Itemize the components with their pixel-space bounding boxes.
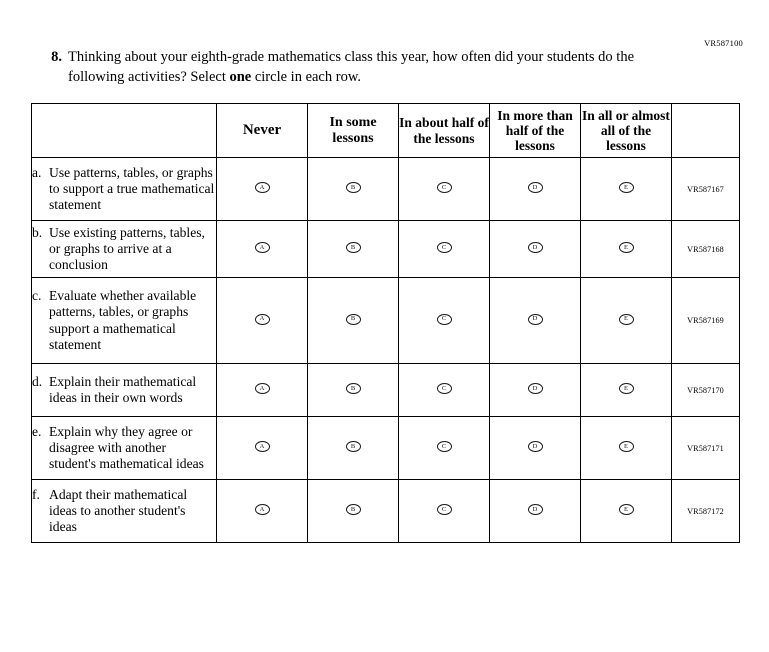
- option-d-in-some-lessons[interactable]: [308, 364, 399, 417]
- bubble-letter: B: [350, 505, 356, 513]
- question-block: [40, 48, 640, 87]
- radio-bubble[interactable]: [619, 383, 634, 394]
- row-letter: f.: [32, 486, 40, 502]
- radio-bubble[interactable]: [528, 242, 543, 253]
- bubble-letter: B: [350, 442, 356, 450]
- page-code: VR587100: [704, 38, 743, 48]
- row-item-c: [32, 278, 217, 364]
- bubble-letter: C: [441, 183, 447, 191]
- radio-bubble[interactable]: [437, 314, 452, 325]
- row-letter: e.: [32, 423, 42, 439]
- radio-bubble[interactable]: [346, 504, 361, 515]
- radio-bubble[interactable]: [255, 504, 270, 515]
- option-b-in-all-or-almost-all[interactable]: [581, 221, 672, 278]
- header-in-more-than-half: In more than half of the lessons: [490, 104, 581, 158]
- option-a-in-about-half[interactable]: [399, 158, 490, 221]
- radio-bubble[interactable]: [528, 314, 543, 325]
- radio-bubble[interactable]: [619, 504, 634, 515]
- radio-bubble[interactable]: [528, 182, 543, 193]
- row-letter: b.: [32, 224, 43, 240]
- bubble-letter: C: [441, 505, 447, 513]
- question-text: [68, 48, 640, 87]
- bubble-letter: A: [259, 183, 265, 191]
- bubble-letter: B: [350, 183, 356, 191]
- radio-bubble[interactable]: [346, 314, 361, 325]
- row-letter: d.: [32, 373, 43, 389]
- header-row: [32, 104, 740, 158]
- bubble-letter: D: [532, 243, 538, 251]
- response-grid: [31, 103, 740, 543]
- option-e-in-all-or-almost-all[interactable]: [581, 417, 672, 480]
- radio-bubble[interactable]: [255, 441, 270, 452]
- bubble-letter: D: [532, 442, 538, 450]
- option-b-in-about-half[interactable]: [399, 221, 490, 278]
- option-e-in-more-than-half[interactable]: [490, 417, 581, 480]
- bubble-letter: E: [624, 243, 628, 251]
- row-code: VR587167: [672, 158, 740, 221]
- radio-bubble[interactable]: [619, 441, 634, 452]
- radio-bubble[interactable]: [437, 242, 452, 253]
- radio-bubble[interactable]: [619, 182, 634, 193]
- bubble-letter: A: [259, 384, 265, 392]
- question-text-after: circle in each row.: [251, 68, 361, 85]
- header-in-all-or-almost-all: In all or almost all of the lessons: [581, 104, 672, 158]
- radio-bubble[interactable]: [346, 441, 361, 452]
- bubble-letter: C: [441, 314, 447, 322]
- option-e-never[interactable]: [217, 417, 308, 480]
- option-d-in-more-than-half[interactable]: [490, 364, 581, 417]
- radio-bubble[interactable]: [346, 242, 361, 253]
- option-f-in-all-or-almost-all[interactable]: [581, 480, 672, 543]
- option-a-in-all-or-almost-all[interactable]: [581, 158, 672, 221]
- table-row: [32, 221, 740, 278]
- option-b-never[interactable]: [217, 221, 308, 278]
- header-in-about-half: In about half of the lessons: [399, 104, 490, 158]
- radio-bubble[interactable]: [255, 383, 270, 394]
- header-never: Never: [217, 104, 308, 158]
- table-row: [32, 417, 740, 480]
- row-item-f: [32, 480, 217, 543]
- row-letter: c.: [32, 288, 42, 304]
- question-text-before: Thinking about your eighth-grade mathematics class this year, how often did your students do the following activities? Select: [68, 49, 635, 85]
- option-c-in-some-lessons[interactable]: [308, 278, 399, 364]
- bubble-letter: B: [350, 314, 356, 322]
- bubble-letter: C: [441, 384, 447, 392]
- row-item-d: [32, 364, 217, 417]
- bubble-letter: E: [624, 183, 628, 191]
- option-f-never[interactable]: [217, 480, 308, 543]
- bubble-letter: C: [441, 243, 447, 251]
- row-item-e: [32, 417, 217, 480]
- bubble-letter: B: [350, 384, 356, 392]
- radio-bubble[interactable]: [255, 314, 270, 325]
- radio-bubble[interactable]: [437, 441, 452, 452]
- bubble-letter: E: [624, 505, 628, 513]
- question-number: 8.: [51, 49, 62, 65]
- header-in-some-lessons: In some lessons: [308, 104, 399, 158]
- bubble-letter: B: [350, 243, 356, 251]
- option-e-in-about-half[interactable]: [399, 417, 490, 480]
- option-a-in-more-than-half[interactable]: [490, 158, 581, 221]
- radio-bubble[interactable]: [437, 383, 452, 394]
- bubble-letter: D: [532, 384, 538, 392]
- radio-bubble[interactable]: [255, 182, 270, 193]
- radio-bubble[interactable]: [619, 242, 634, 253]
- row-code: VR587170: [672, 364, 740, 417]
- row-item-b: [32, 221, 217, 278]
- option-c-in-more-than-half[interactable]: [490, 278, 581, 364]
- bubble-letter: A: [259, 442, 265, 450]
- radio-bubble[interactable]: [528, 441, 543, 452]
- bubble-letter: C: [441, 442, 447, 450]
- option-c-in-about-half[interactable]: [399, 278, 490, 364]
- option-f-in-about-half[interactable]: [399, 480, 490, 543]
- row-code: VR587171: [672, 417, 740, 480]
- radio-bubble[interactable]: [346, 182, 361, 193]
- row-letter: a.: [32, 164, 42, 180]
- option-a-never[interactable]: [217, 158, 308, 221]
- radio-bubble[interactable]: [528, 504, 543, 515]
- row-text: Use existing patterns, tables, or graphs to arrive at a conclusion: [49, 224, 205, 273]
- radio-bubble[interactable]: [528, 383, 543, 394]
- bubble-letter: A: [259, 243, 265, 251]
- header-item-column: [32, 104, 217, 158]
- bubble-letter: A: [259, 505, 265, 513]
- option-b-in-more-than-half[interactable]: [490, 221, 581, 278]
- row-text: Use patterns, tables, or graphs to support a true mathematical statement: [49, 164, 215, 213]
- option-d-in-all-or-almost-all[interactable]: [581, 364, 672, 417]
- bubble-letter: D: [532, 314, 538, 322]
- table-row: [32, 364, 740, 417]
- row-text: Adapt their mathematical ideas to another student's ideas: [49, 486, 188, 535]
- option-a-in-some-lessons[interactable]: [308, 158, 399, 221]
- option-d-never[interactable]: [217, 364, 308, 417]
- row-text: Explain their mathematical ideas in their own words: [49, 373, 197, 405]
- header-code-column: [672, 104, 740, 158]
- row-text: Explain why they agree or disagree with another student's mathematical ideas: [49, 423, 204, 472]
- option-f-in-more-than-half[interactable]: [490, 480, 581, 543]
- option-e-in-some-lessons[interactable]: [308, 417, 399, 480]
- radio-bubble[interactable]: [346, 383, 361, 394]
- row-code: VR587169: [672, 278, 740, 364]
- radio-bubble[interactable]: [619, 314, 634, 325]
- row-item-a: [32, 158, 217, 221]
- bubble-letter: E: [624, 314, 628, 322]
- option-f-in-some-lessons[interactable]: [308, 480, 399, 543]
- radio-bubble[interactable]: [437, 504, 452, 515]
- bubble-letter: A: [259, 314, 265, 322]
- table-row: [32, 158, 740, 221]
- option-d-in-about-half[interactable]: [399, 364, 490, 417]
- option-c-in-all-or-almost-all[interactable]: [581, 278, 672, 364]
- table-row: [32, 480, 740, 543]
- radio-bubble[interactable]: [437, 182, 452, 193]
- row-text: Evaluate whether available patterns, tables, or graphs support a mathematical statement: [49, 288, 197, 352]
- bubble-letter: E: [624, 384, 628, 392]
- row-code: VR587168: [672, 221, 740, 278]
- bubble-letter: E: [624, 442, 628, 450]
- bubble-letter: D: [532, 505, 538, 513]
- bubble-letter: D: [532, 183, 538, 191]
- option-b-in-some-lessons[interactable]: [308, 221, 399, 278]
- question-emphasis: one: [229, 68, 252, 85]
- radio-bubble[interactable]: [255, 242, 270, 253]
- response-grid-body: [32, 158, 740, 543]
- option-c-never[interactable]: [217, 278, 308, 364]
- table-row: [32, 278, 740, 364]
- row-code: VR587172: [672, 480, 740, 543]
